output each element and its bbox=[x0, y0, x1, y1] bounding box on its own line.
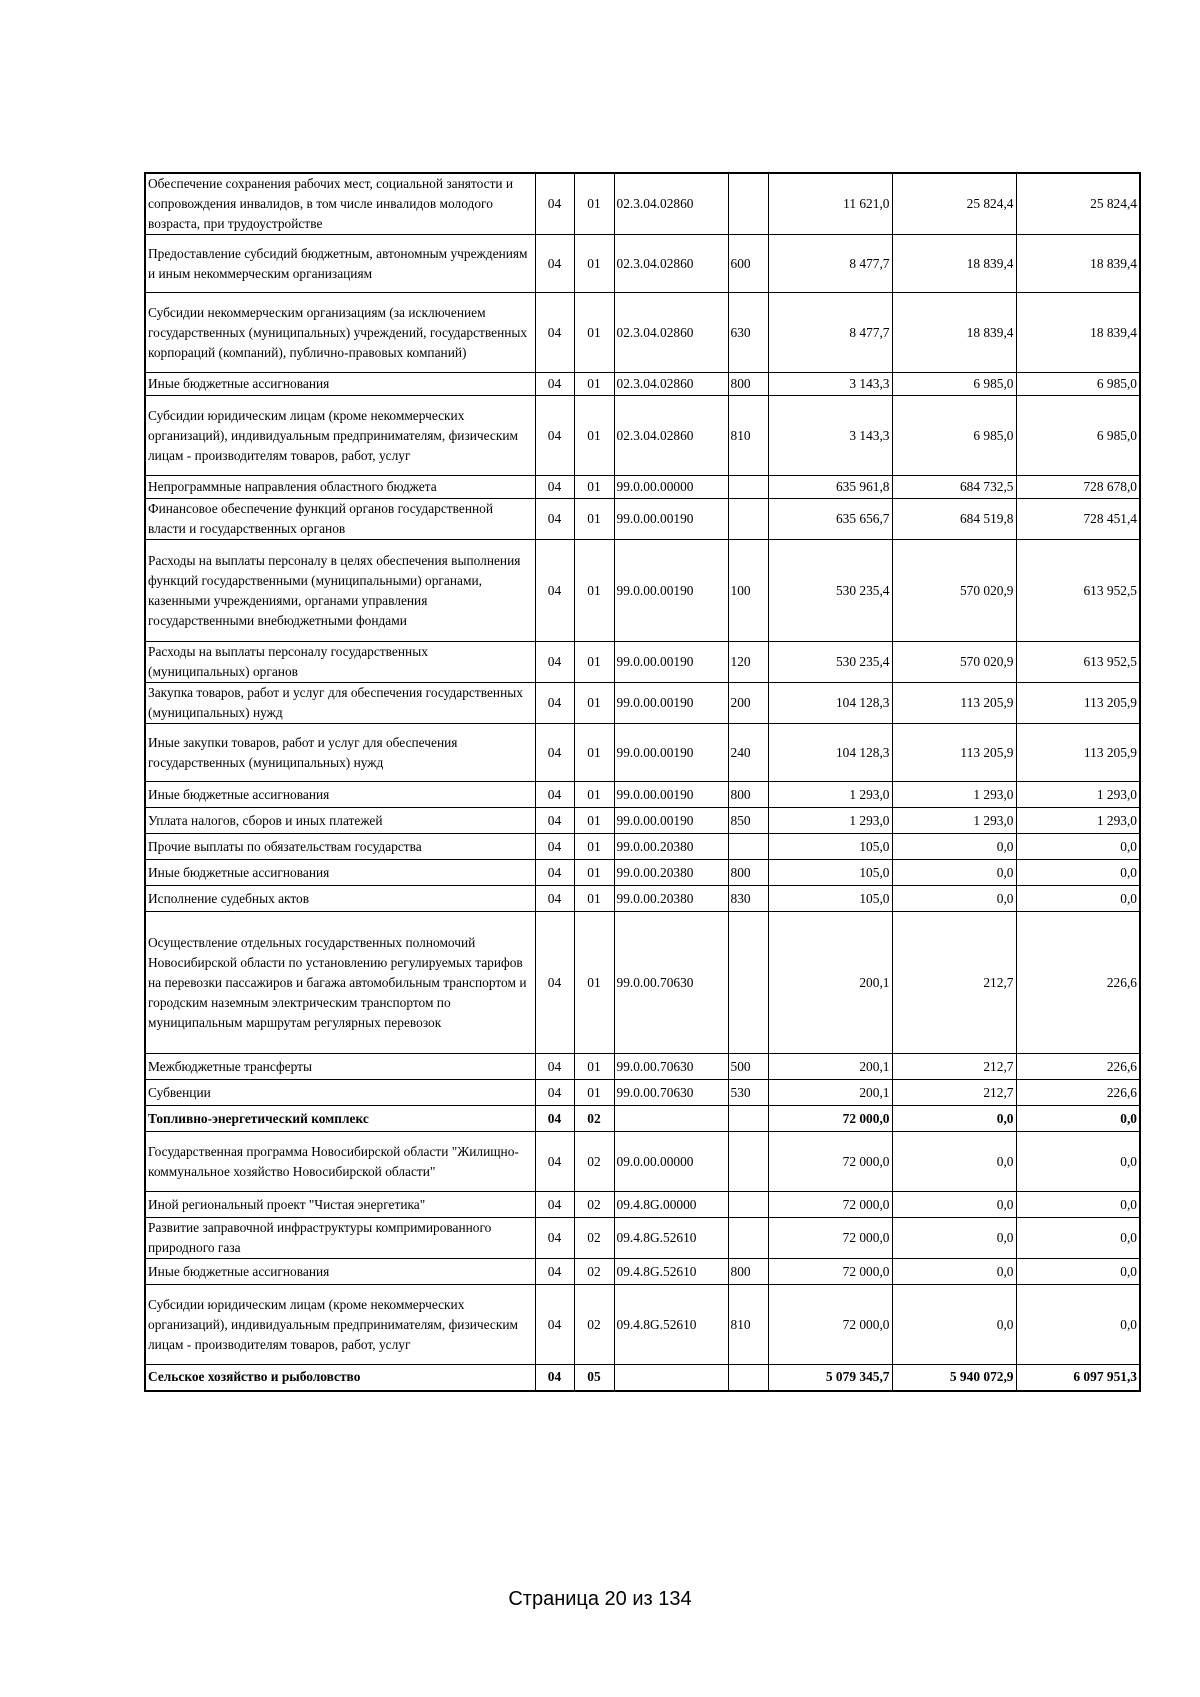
table-row bbox=[145, 540, 1140, 642]
row-section: 04 bbox=[535, 834, 574, 860]
row-section: 04 bbox=[535, 293, 574, 373]
row-amount-year-1: 530 235,4 bbox=[768, 540, 892, 642]
row-amount-year-1: 105,0 bbox=[768, 886, 892, 912]
row-subsection: 01 bbox=[574, 683, 614, 724]
row-subsection: 02 bbox=[574, 1218, 614, 1259]
table-row bbox=[145, 860, 1140, 886]
row-expense-type bbox=[728, 499, 768, 540]
table-row bbox=[145, 373, 1140, 396]
row-amount-year-2: 1 293,0 bbox=[892, 782, 1016, 808]
row-subsection: 01 bbox=[574, 476, 614, 499]
row-amount-year-3: 0,0 bbox=[1016, 1259, 1140, 1285]
row-amount-year-3: 0,0 bbox=[1016, 860, 1140, 886]
row-amount-year-1: 530 235,4 bbox=[768, 642, 892, 683]
row-section: 04 bbox=[535, 808, 574, 834]
row-name: Субсидии юридическим лицам (кроме некоммерческих организаций), индивидуальным предпринимателям, физическим лицам - производителям товаров, работ, услуг bbox=[145, 1285, 535, 1365]
row-amount-year-2: 0,0 bbox=[892, 1285, 1016, 1365]
row-amount-year-3: 0,0 bbox=[1016, 1106, 1140, 1132]
row-target-article: 99.0.00.00190 bbox=[614, 642, 728, 683]
row-subsection: 02 bbox=[574, 1132, 614, 1192]
row-amount-year-1: 72 000,0 bbox=[768, 1259, 892, 1285]
row-name: Уплата налогов, сборов и иных платежей bbox=[145, 808, 535, 834]
row-amount-year-1: 72 000,0 bbox=[768, 1106, 892, 1132]
table-row bbox=[145, 834, 1140, 860]
row-target-article: 99.0.00.00190 bbox=[614, 683, 728, 724]
row-subsection: 01 bbox=[574, 396, 614, 476]
row-amount-year-3: 613 952,5 bbox=[1016, 642, 1140, 683]
page-number: Страница 20 из 134 bbox=[508, 1588, 692, 1610]
row-subsection: 02 bbox=[574, 1106, 614, 1132]
row-amount-year-2: 18 839,4 bbox=[892, 293, 1016, 373]
row-target-article: 99.0.00.70630 bbox=[614, 1080, 728, 1106]
row-amount-year-2: 18 839,4 bbox=[892, 235, 1016, 293]
row-section: 04 bbox=[535, 396, 574, 476]
row-amount-year-3: 113 205,9 bbox=[1016, 683, 1140, 724]
table-body bbox=[145, 173, 1140, 1391]
row-subsection: 01 bbox=[574, 912, 614, 1054]
row-subsection: 02 bbox=[574, 1259, 614, 1285]
row-subsection: 01 bbox=[574, 373, 614, 396]
row-amount-year-3: 728 678,0 bbox=[1016, 476, 1140, 499]
row-amount-year-1: 3 143,3 bbox=[768, 373, 892, 396]
row-subsection: 01 bbox=[574, 834, 614, 860]
row-target-article: 99.0.00.70630 bbox=[614, 1054, 728, 1080]
row-expense-type: 200 bbox=[728, 683, 768, 724]
table-row bbox=[145, 886, 1140, 912]
row-name: Иные бюджетные ассигнования bbox=[145, 860, 535, 886]
row-expense-type: 500 bbox=[728, 1054, 768, 1080]
row-section: 04 bbox=[535, 782, 574, 808]
row-target-article: 99.0.00.20380 bbox=[614, 860, 728, 886]
row-target-article: 02.3.04.02860 bbox=[614, 173, 728, 235]
row-amount-year-1: 104 128,3 bbox=[768, 724, 892, 782]
row-section: 04 bbox=[535, 860, 574, 886]
table-row bbox=[145, 642, 1140, 683]
row-section: 04 bbox=[535, 642, 574, 683]
row-expense-type: 830 bbox=[728, 886, 768, 912]
row-target-article: 99.0.00.20380 bbox=[614, 886, 728, 912]
row-amount-year-3: 6 985,0 bbox=[1016, 396, 1140, 476]
table-row bbox=[145, 1106, 1140, 1132]
table-row bbox=[145, 1218, 1140, 1259]
row-subsection: 01 bbox=[574, 724, 614, 782]
row-subsection: 01 bbox=[574, 173, 614, 235]
budget-table bbox=[144, 172, 1141, 1392]
row-section: 04 bbox=[535, 1365, 574, 1391]
row-amount-year-3: 0,0 bbox=[1016, 834, 1140, 860]
row-expense-type: 850 bbox=[728, 808, 768, 834]
row-amount-year-2: 113 205,9 bbox=[892, 724, 1016, 782]
row-amount-year-1: 8 477,7 bbox=[768, 293, 892, 373]
table-row bbox=[145, 1132, 1140, 1192]
row-amount-year-2: 6 985,0 bbox=[892, 373, 1016, 396]
row-amount-year-1: 104 128,3 bbox=[768, 683, 892, 724]
table-row bbox=[145, 683, 1140, 724]
row-name: Иные бюджетные ассигнования bbox=[145, 373, 535, 396]
row-expense-type bbox=[728, 173, 768, 235]
row-name: Субсидии юридическим лицам (кроме некоммерческих организаций), индивидуальным предпринимателям, физическим лицам - производителям товаров, работ, услуг bbox=[145, 396, 535, 476]
row-amount-year-3: 1 293,0 bbox=[1016, 782, 1140, 808]
row-amount-year-1: 11 621,0 bbox=[768, 173, 892, 235]
row-name: Топливно-энергетический комплекс bbox=[145, 1106, 535, 1132]
table-row bbox=[145, 1192, 1140, 1218]
table-row bbox=[145, 1054, 1140, 1080]
row-amount-year-2: 0,0 bbox=[892, 886, 1016, 912]
row-section: 04 bbox=[535, 540, 574, 642]
row-subsection: 05 bbox=[574, 1365, 614, 1391]
row-target-article: 99.0.00.00190 bbox=[614, 724, 728, 782]
row-amount-year-2: 0,0 bbox=[892, 1192, 1016, 1218]
row-section: 04 bbox=[535, 499, 574, 540]
row-target-article bbox=[614, 1365, 728, 1391]
row-amount-year-2: 212,7 bbox=[892, 1080, 1016, 1106]
row-amount-year-2: 1 293,0 bbox=[892, 808, 1016, 834]
row-amount-year-2: 570 020,9 bbox=[892, 642, 1016, 683]
row-section: 04 bbox=[535, 683, 574, 724]
row-amount-year-3: 18 839,4 bbox=[1016, 235, 1140, 293]
row-target-article: 09.4.8G.52610 bbox=[614, 1259, 728, 1285]
row-target-article: 99.0.00.00190 bbox=[614, 782, 728, 808]
row-amount-year-3: 0,0 bbox=[1016, 1285, 1140, 1365]
table-row bbox=[145, 912, 1140, 1054]
row-amount-year-1: 635 961,8 bbox=[768, 476, 892, 499]
row-expense-type: 810 bbox=[728, 1285, 768, 1365]
row-section: 04 bbox=[535, 373, 574, 396]
row-amount-year-1: 200,1 bbox=[768, 1054, 892, 1080]
row-section: 04 bbox=[535, 912, 574, 1054]
row-subsection: 02 bbox=[574, 1285, 614, 1365]
row-expense-type bbox=[728, 1132, 768, 1192]
row-expense-type: 100 bbox=[728, 540, 768, 642]
row-amount-year-1: 105,0 bbox=[768, 860, 892, 886]
row-target-article: 99.0.00.20380 bbox=[614, 834, 728, 860]
row-name: Государственная программа Новосибирской области "Жилищно-коммунальное хозяйство Новосибирской области" bbox=[145, 1132, 535, 1192]
row-target-article: 09.0.00.00000 bbox=[614, 1132, 728, 1192]
row-amount-year-2: 0,0 bbox=[892, 1106, 1016, 1132]
row-expense-type bbox=[728, 476, 768, 499]
row-section: 04 bbox=[535, 1054, 574, 1080]
row-expense-type: 800 bbox=[728, 1259, 768, 1285]
row-amount-year-2: 5 940 072,9 bbox=[892, 1365, 1016, 1391]
table-row bbox=[145, 1285, 1140, 1365]
row-section: 04 bbox=[535, 1080, 574, 1106]
row-subsection: 01 bbox=[574, 293, 614, 373]
row-amount-year-3: 6 097 951,3 bbox=[1016, 1365, 1140, 1391]
row-amount-year-2: 212,7 bbox=[892, 1054, 1016, 1080]
table-row bbox=[145, 782, 1140, 808]
table-row bbox=[145, 396, 1140, 476]
table-row bbox=[145, 476, 1140, 499]
row-target-article: 99.0.00.00190 bbox=[614, 808, 728, 834]
row-section: 04 bbox=[535, 1259, 574, 1285]
row-amount-year-2: 25 824,4 bbox=[892, 173, 1016, 235]
row-section: 04 bbox=[535, 1285, 574, 1365]
row-target-article: 99.0.00.00190 bbox=[614, 540, 728, 642]
row-target-article bbox=[614, 1106, 728, 1132]
row-amount-year-3: 226,6 bbox=[1016, 1080, 1140, 1106]
table-row bbox=[145, 499, 1140, 540]
row-section: 04 bbox=[535, 1132, 574, 1192]
row-subsection: 01 bbox=[574, 860, 614, 886]
row-expense-type: 800 bbox=[728, 860, 768, 886]
row-name: Финансовое обеспечение функций органов государственной власти и государственных органов bbox=[145, 499, 535, 540]
table-row bbox=[145, 724, 1140, 782]
row-amount-year-2: 113 205,9 bbox=[892, 683, 1016, 724]
row-subsection: 01 bbox=[574, 235, 614, 293]
row-section: 04 bbox=[535, 1218, 574, 1259]
row-subsection: 01 bbox=[574, 886, 614, 912]
row-amount-year-2: 0,0 bbox=[892, 1218, 1016, 1259]
row-amount-year-1: 3 143,3 bbox=[768, 396, 892, 476]
row-expense-type: 600 bbox=[728, 235, 768, 293]
row-subsection: 01 bbox=[574, 642, 614, 683]
row-target-article: 09.4.8G.52610 bbox=[614, 1285, 728, 1365]
row-target-article: 02.3.04.02860 bbox=[614, 235, 728, 293]
row-amount-year-2: 570 020,9 bbox=[892, 540, 1016, 642]
row-target-article: 02.3.04.02860 bbox=[614, 293, 728, 373]
row-section: 04 bbox=[535, 1106, 574, 1132]
row-amount-year-3: 18 839,4 bbox=[1016, 293, 1140, 373]
row-subsection: 01 bbox=[574, 540, 614, 642]
row-amount-year-1: 635 656,7 bbox=[768, 499, 892, 540]
row-expense-type bbox=[728, 1365, 768, 1391]
row-amount-year-2: 684 732,5 bbox=[892, 476, 1016, 499]
row-amount-year-3: 0,0 bbox=[1016, 886, 1140, 912]
row-amount-year-1: 5 079 345,7 bbox=[768, 1365, 892, 1391]
row-target-article: 99.0.00.70630 bbox=[614, 912, 728, 1054]
row-name: Расходы на выплаты персоналу государственных (муниципальных) органов bbox=[145, 642, 535, 683]
row-name: Прочие выплаты по обязательствам государства bbox=[145, 834, 535, 860]
row-name: Расходы на выплаты персоналу в целях обеспечения выполнения функций государственными (муниципальными) органами, казенными учреждениями, органами управления государственными внебюджетными фондами bbox=[145, 540, 535, 642]
table-row bbox=[145, 808, 1140, 834]
row-expense-type bbox=[728, 912, 768, 1054]
row-amount-year-2: 0,0 bbox=[892, 1259, 1016, 1285]
row-name: Межбюджетные трансферты bbox=[145, 1054, 535, 1080]
row-amount-year-1: 72 000,0 bbox=[768, 1285, 892, 1365]
row-amount-year-3: 113 205,9 bbox=[1016, 724, 1140, 782]
row-name: Предоставление субсидий бюджетным, автономным учреждениям и иным некоммерческим организациям bbox=[145, 235, 535, 293]
row-subsection: 01 bbox=[574, 1054, 614, 1080]
row-expense-type bbox=[728, 834, 768, 860]
row-amount-year-1: 72 000,0 bbox=[768, 1132, 892, 1192]
row-expense-type: 120 bbox=[728, 642, 768, 683]
row-name: Непрограммные направления областного бюджета bbox=[145, 476, 535, 499]
row-amount-year-2: 0,0 bbox=[892, 834, 1016, 860]
row-amount-year-3: 0,0 bbox=[1016, 1192, 1140, 1218]
row-target-article: 09.4.8G.52610 bbox=[614, 1218, 728, 1259]
row-amount-year-1: 72 000,0 bbox=[768, 1192, 892, 1218]
row-amount-year-1: 8 477,7 bbox=[768, 235, 892, 293]
row-name: Субвенции bbox=[145, 1080, 535, 1106]
row-name: Развитие заправочной инфраструктуры компримированного природного газа bbox=[145, 1218, 535, 1259]
row-expense-type: 800 bbox=[728, 373, 768, 396]
row-amount-year-2: 0,0 bbox=[892, 1132, 1016, 1192]
row-name: Иной региональный проект "Чистая энергетика" bbox=[145, 1192, 535, 1218]
row-amount-year-1: 1 293,0 bbox=[768, 808, 892, 834]
row-amount-year-3: 0,0 bbox=[1016, 1132, 1140, 1192]
row-section: 04 bbox=[535, 886, 574, 912]
row-target-article: 02.3.04.02860 bbox=[614, 373, 728, 396]
row-amount-year-2: 212,7 bbox=[892, 912, 1016, 1054]
row-name: Обеспечение сохранения рабочих мест, социальной занятости и сопровождения инвалидов, в том числе инвалидов молодого возраста, при трудоустройстве bbox=[145, 173, 535, 235]
row-amount-year-1: 200,1 bbox=[768, 912, 892, 1054]
row-target-article: 99.0.00.00000 bbox=[614, 476, 728, 499]
row-name: Сельское хозяйство и рыболовство bbox=[145, 1365, 535, 1391]
row-amount-year-3: 226,6 bbox=[1016, 1054, 1140, 1080]
table-row bbox=[145, 173, 1140, 235]
row-target-article: 02.3.04.02860 bbox=[614, 396, 728, 476]
row-subsection: 01 bbox=[574, 808, 614, 834]
row-subsection: 01 bbox=[574, 499, 614, 540]
row-name: Иные бюджетные ассигнования bbox=[145, 782, 535, 808]
row-expense-type: 810 bbox=[728, 396, 768, 476]
row-amount-year-1: 72 000,0 bbox=[768, 1218, 892, 1259]
table-row bbox=[145, 235, 1140, 293]
row-amount-year-1: 1 293,0 bbox=[768, 782, 892, 808]
row-expense-type: 630 bbox=[728, 293, 768, 373]
row-name: Исполнение судебных актов bbox=[145, 886, 535, 912]
row-amount-year-3: 1 293,0 bbox=[1016, 808, 1140, 834]
row-name: Осуществление отдельных государственных полномочий Новосибирской области по установлению регулируемых тарифов на перевозки пассажиров и багажа автомобильным транспортом и городским наземным электрическим транспортом по муниципальным маршрутам регулярных перевозок bbox=[145, 912, 535, 1054]
row-amount-year-3: 728 451,4 bbox=[1016, 499, 1140, 540]
row-target-article: 09.4.8G.00000 bbox=[614, 1192, 728, 1218]
row-target-article: 99.0.00.00190 bbox=[614, 499, 728, 540]
row-expense-type bbox=[728, 1192, 768, 1218]
row-section: 04 bbox=[535, 724, 574, 782]
row-amount-year-2: 6 985,0 bbox=[892, 396, 1016, 476]
row-expense-type: 240 bbox=[728, 724, 768, 782]
table-row bbox=[145, 293, 1140, 373]
row-name: Закупка товаров, работ и услуг для обеспечения государственных (муниципальных) нужд bbox=[145, 683, 535, 724]
table-row bbox=[145, 1259, 1140, 1285]
row-name: Иные закупки товаров, работ и услуг для обеспечения государственных (муниципальных) нужд bbox=[145, 724, 535, 782]
row-expense-type bbox=[728, 1106, 768, 1132]
row-expense-type bbox=[728, 1218, 768, 1259]
row-section: 04 bbox=[535, 476, 574, 499]
row-amount-year-2: 684 519,8 bbox=[892, 499, 1016, 540]
row-amount-year-3: 25 824,4 bbox=[1016, 173, 1140, 235]
row-amount-year-3: 6 985,0 bbox=[1016, 373, 1140, 396]
row-expense-type: 530 bbox=[728, 1080, 768, 1106]
row-name: Субсидии некоммерческим организациям (за исключением государственных (муниципальных) учреждений, государственных корпораций (компаний), публично-правовых компаний) bbox=[145, 293, 535, 373]
row-amount-year-3: 613 952,5 bbox=[1016, 540, 1140, 642]
row-subsection: 02 bbox=[574, 1192, 614, 1218]
row-section: 04 bbox=[535, 1192, 574, 1218]
row-expense-type: 800 bbox=[728, 782, 768, 808]
row-section: 04 bbox=[535, 173, 574, 235]
row-name: Иные бюджетные ассигнования bbox=[145, 1259, 535, 1285]
table-row bbox=[145, 1365, 1140, 1391]
row-amount-year-3: 0,0 bbox=[1016, 1218, 1140, 1259]
row-amount-year-1: 105,0 bbox=[768, 834, 892, 860]
row-amount-year-2: 0,0 bbox=[892, 860, 1016, 886]
row-subsection: 01 bbox=[574, 782, 614, 808]
row-section: 04 bbox=[535, 235, 574, 293]
row-subsection: 01 bbox=[574, 1080, 614, 1106]
row-amount-year-3: 226,6 bbox=[1016, 912, 1140, 1054]
row-amount-year-1: 200,1 bbox=[768, 1080, 892, 1106]
table-row bbox=[145, 1080, 1140, 1106]
